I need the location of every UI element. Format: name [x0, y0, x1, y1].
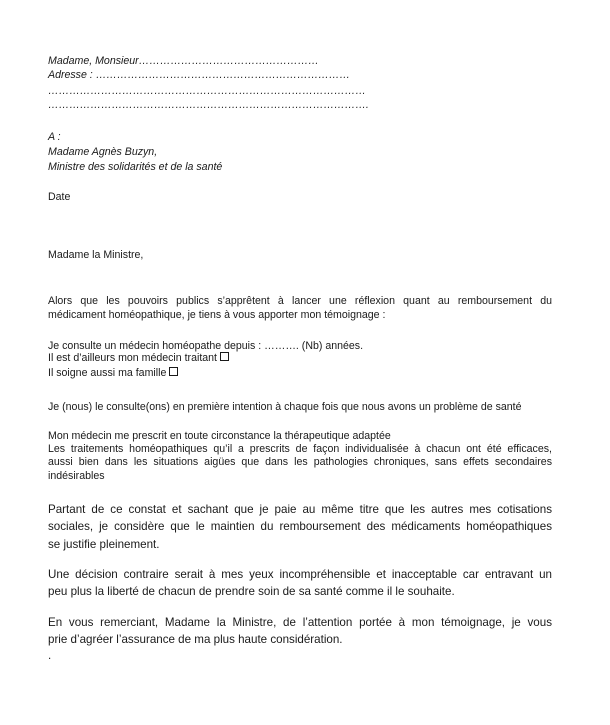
recipient-to-label: A :	[48, 131, 61, 143]
prescription-line-2: Les traitements homéopathiques qu’il a prescrits de façon individualisée à chacun ont été efficaces,	[48, 443, 552, 455]
prescription-line-4: indésirables	[48, 470, 105, 482]
contributions-line-1: Partant de ce constat et sachant que je paie au même titre que les autres mes cotisations	[48, 503, 552, 516]
family-checkbox[interactable]	[169, 367, 178, 376]
treating-doctor-line	[48, 352, 229, 365]
sender-address-dots-2: ……………………………………………………………………………….	[48, 99, 369, 111]
sender-address-line: Adresse : ………………………………………………………………	[48, 69, 350, 81]
prescription-line-1: Mon médecin me prescrit en toute circonstance la thérapeutique adaptée	[48, 430, 391, 442]
family-text: Il soigne aussi ma famille	[48, 367, 167, 379]
contributions-line-3: se justifie pleinement.	[48, 538, 160, 551]
first-intention-line: Je (nous) le consulte(ons) en première intention à chaque fois que nous avons un problème de santé	[48, 401, 522, 413]
contributions-line-2: sociales, je considère que le maintien du remboursement des médicaments homéopathiques	[48, 520, 552, 533]
consult-since-line: Je consulte un médecin homéopathe depuis : ………. (Nb) années.	[48, 340, 364, 352]
recipient-title: Ministre des solidarités et de la santé	[48, 161, 223, 173]
sender-name-line: Madame, Monsieur……………………………………………	[48, 55, 319, 67]
decision-line-1: Une décision contraire serait à mes yeux incompréhensible et inacceptable car entravant un	[48, 568, 552, 581]
closing-line-2: prie d’agréer l’assurance de ma plus haute considération.	[48, 633, 343, 646]
closing-line-1: En vous remerciant, Madame la Ministre, de l’attention portée à mon témoignage, je vous	[48, 616, 552, 629]
sender-address-dots-1: ………………………………………………………………………………	[48, 85, 366, 97]
treating-doctor-text: Il est d’ailleurs mon médecin traitant	[48, 352, 217, 364]
family-line	[48, 367, 178, 380]
intro-line-2: médicament homéopathique, je tiens à vous apporter mon témoignage :	[48, 309, 386, 321]
recipient-name: Madame Agnès Buzyn,	[48, 146, 158, 158]
prescription-line-3: aussi bien dans les situations aigües que dans les pathologies chroniques, sans effets secondaires	[48, 456, 552, 468]
final-dot: .	[48, 649, 52, 662]
salutation: Madame la Ministre,	[48, 249, 144, 261]
intro-line-1: Alors que les pouvoirs publics s’apprêtent à lancer une réflexion quant au remboursement du	[48, 295, 552, 307]
decision-line-2: peu plus la liberté de chacun de prendre soin de sa santé comme il le souhaite.	[48, 585, 455, 598]
date-line: Date	[48, 191, 71, 203]
treating-doctor-checkbox[interactable]	[220, 352, 229, 361]
